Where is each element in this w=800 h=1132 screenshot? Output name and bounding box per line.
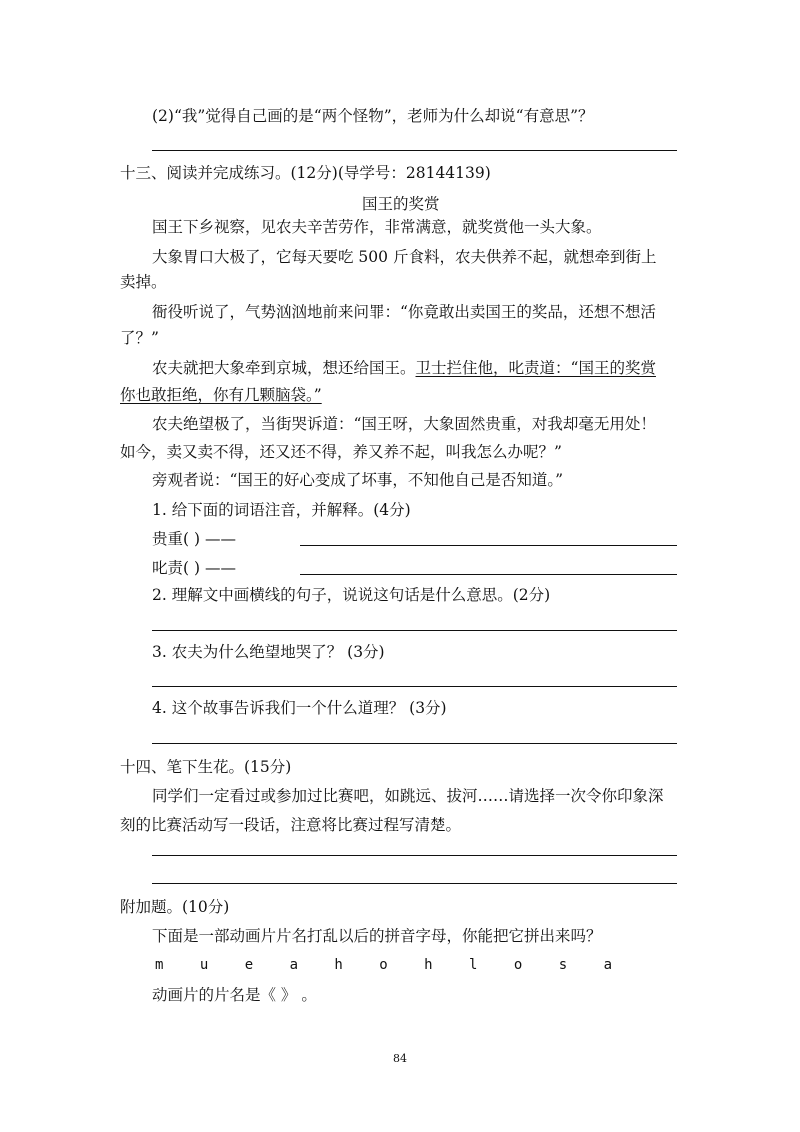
passage-paragraph-3: 衙役听说了，气势汹汹地前来问罪：“你竟敢出卖国王的奖品，还想不想活	[152, 303, 656, 321]
underlined-sentence: 卫士拦住他，叱责道：“国王的奖赏	[415, 359, 656, 377]
pinyin-letters: m u e a h o h l o s a	[155, 957, 627, 973]
question-1: 1. 给下面的词语注音，并解释。(4分)	[152, 501, 411, 519]
answer-line	[300, 545, 677, 546]
passage-paragraph-3-cont: 了？”	[120, 329, 159, 347]
answer-line	[152, 150, 677, 151]
passage-paragraph-4	[152, 358, 656, 378]
underlined-sentence-cont: 你也敢拒绝，你有几颗脑袋。”	[120, 386, 322, 404]
passage-paragraph-2-cont: 卖掉。	[120, 273, 167, 291]
answer-line	[152, 883, 677, 884]
section-13-heading: 十三、阅读并完成练习。(12分)(导学号：28144139)	[120, 164, 491, 182]
section-14-heading: 十四、笔下生花。(15分)	[120, 758, 292, 776]
passage-paragraph-2: 大象胃口大极了，它每天要吃 500 斤食料，农夫供养不起，就想牵到街上	[152, 248, 657, 266]
question-3: 3. 农夫为什么绝望地哭了？ (3分)	[152, 643, 385, 661]
word-2-label: 叱责( ) ——	[152, 559, 236, 577]
answer-line	[152, 686, 677, 687]
prev-question-2: (2)“我”觉得自己画的是“两个怪物”，老师为什么却说“有意思”？	[152, 107, 594, 125]
page-number: 84	[393, 1052, 407, 1065]
writing-prompt: 同学们一定看过或参加过比赛吧，如跳远、拔河……请选择一次令你印象深	[152, 787, 664, 805]
passage-paragraph-5-cont: 如今，卖又卖不得，还又还不得，养又养不起，叫我怎么办呢？”	[120, 443, 562, 461]
passage-paragraph-1: 国王下乡视察，见农夫辛苦劳作，非常满意，就奖赏他一头大象。	[152, 218, 602, 236]
answer-title: 动画片的片名是《 》 。	[152, 986, 317, 1004]
paragraph-4-text: 农夫就把大象牵到京城，想还给国王。	[152, 359, 416, 377]
answer-line	[300, 574, 677, 575]
passage-title: 国王的奖赏	[362, 195, 440, 213]
question-4: 4. 这个故事告诉我们一个什么道理？ (3分)	[152, 699, 447, 717]
answer-line	[152, 630, 677, 631]
passage-paragraph-5: 农夫绝望极了，当街哭诉道：“国王呀，大象固然贵重，对我却毫无用处！	[152, 415, 656, 433]
question-2: 2. 理解文中画横线的句子，说说这句话是什么意思。(2分)	[152, 586, 551, 604]
answer-line	[152, 855, 677, 856]
extra-heading: 附加题。(10分)	[120, 898, 230, 916]
writing-prompt-cont: 刻的比赛活动写一段话，注意将比赛过程写清楚。	[120, 816, 462, 834]
answer-line	[152, 743, 677, 744]
passage-paragraph-6: 旁观者说：“国王的好心变成了坏事，不知他自己是否知道。”	[152, 471, 564, 489]
word-1-label: 贵重( ) ——	[152, 530, 236, 548]
extra-question: 下面是一部动画片片名打乱以后的拼音字母，你能把它拼出来吗？	[152, 927, 602, 945]
